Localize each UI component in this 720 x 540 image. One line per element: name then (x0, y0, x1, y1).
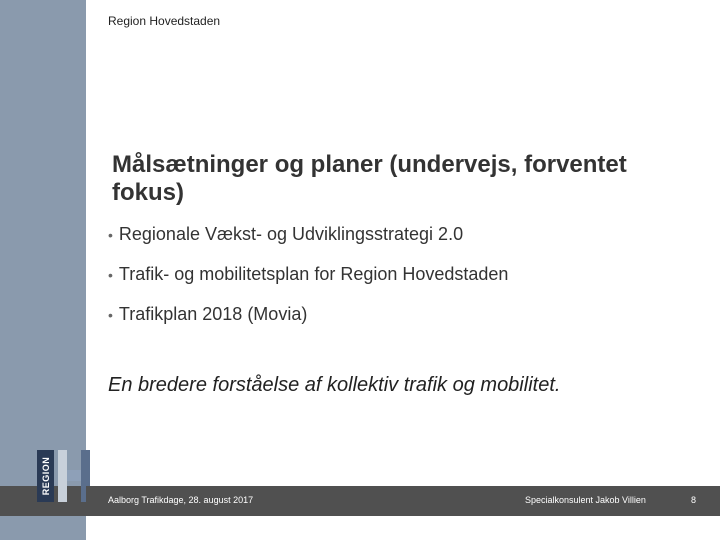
bullet-list (108, 223, 508, 343)
bullet-text: Regionale Vækst- og Udviklingsstrategi 2.0 (118, 224, 464, 244)
bullet-dot-icon: • (108, 307, 113, 323)
bullet-text: Trafik- og mobilitetsplan for Region Hovedstaden (118, 264, 509, 284)
region-logo-badge (37, 450, 54, 502)
bullet-item (108, 303, 508, 343)
organization-name: Region Hovedstaden (108, 14, 221, 28)
logo-h-left-bar (58, 450, 67, 502)
bullet-dot-icon: • (108, 227, 113, 243)
bullet-item (108, 263, 508, 303)
footer-bar (86, 486, 720, 516)
bullet-dot-icon: • (108, 267, 113, 283)
page-number: 8 (691, 495, 697, 505)
region-logo-text: REGION (40, 456, 51, 496)
bullet-text: Trafikplan 2018 (Movia) (118, 304, 308, 324)
slide-title: Målsætninger og planer (undervejs, forventet fokus) (112, 151, 627, 206)
logo-h-cross-bar (67, 470, 81, 481)
bullet-item (108, 223, 508, 263)
conclusion-text: En bredere forståelse af kollektiv trafik og mobilitet. (108, 374, 561, 396)
footer-event: Aalborg Trafikdage, 28. august 2017 (108, 495, 254, 505)
footer-presenter: Specialkonsulent Jakob Villien (525, 495, 646, 505)
